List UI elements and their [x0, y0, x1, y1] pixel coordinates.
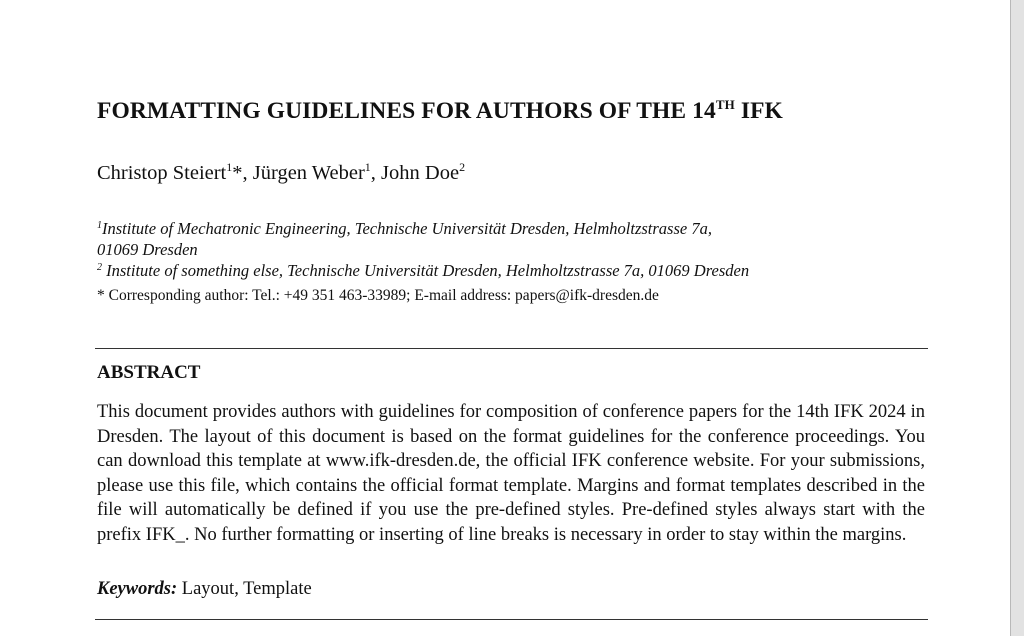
affiliation-line: 01069 Dresden	[97, 240, 198, 259]
title-end: IFK	[734, 98, 783, 124]
affiliation-mark: 2	[97, 262, 102, 273]
viewer-scrollbar-edge[interactable]	[1010, 0, 1024, 636]
author-affiliation-mark: 2	[459, 160, 466, 174]
affiliation-mark: 1	[97, 220, 102, 231]
abstract-heading: ABSTRACT	[97, 362, 201, 383]
author-separator: *,	[232, 162, 253, 184]
author-separator: ,	[370, 162, 382, 184]
author-name: Jürgen Weber	[252, 162, 365, 184]
abstract-body: This document provides authors with guidelines for composition of conference papers for the 14th IFK 2024 in Dresden. The layout of this document is based on the format guidelines for the conference proceedings. You can download this template at www.ifk-dresden.de, the official IFK conference website. For your submissions, please use this file, which contains the official format template. Margins and format templates described in the file will automatically be defined if you use the pre-defined styles. Pre-defined styles always start with the prefix IFK_. No further formatting or inserting of line breaks is necessary in order to stay within the margins.	[97, 402, 925, 545]
author-affiliation-mark: 1	[226, 160, 233, 174]
keywords-line	[97, 579, 312, 600]
section-divider-bottom	[95, 619, 928, 620]
corresponding-author: * Corresponding author: Tel.: +49 351 463-33989; E-mail address: papers@ifk-dresden.de	[97, 287, 659, 304]
section-divider-top	[95, 348, 928, 349]
author-list	[97, 162, 465, 185]
author-affiliation-mark: 1	[364, 160, 371, 174]
title-main: FORMATTING GUIDELINES FOR AUTHORS OF THE 14	[97, 98, 716, 124]
affiliation-line: Institute of something else, Technische Universität Dresden, Helmholtzstrasse 7a, 01069 Dresden	[102, 261, 750, 280]
keywords-label: Keywords:	[97, 579, 178, 599]
affiliation-1	[97, 218, 712, 260]
title-superscript: TH	[715, 97, 735, 112]
paper-title	[97, 98, 783, 125]
author-name: John Doe	[381, 162, 460, 184]
affiliation-2	[97, 260, 749, 281]
author-name: Christop Steiert	[97, 162, 227, 184]
affiliation-line: Institute of Mechatronic Engineering, Technische Universität Dresden, Helmholtzstrasse 7a,	[102, 219, 712, 238]
keywords-value: Layout, Template	[177, 579, 312, 599]
